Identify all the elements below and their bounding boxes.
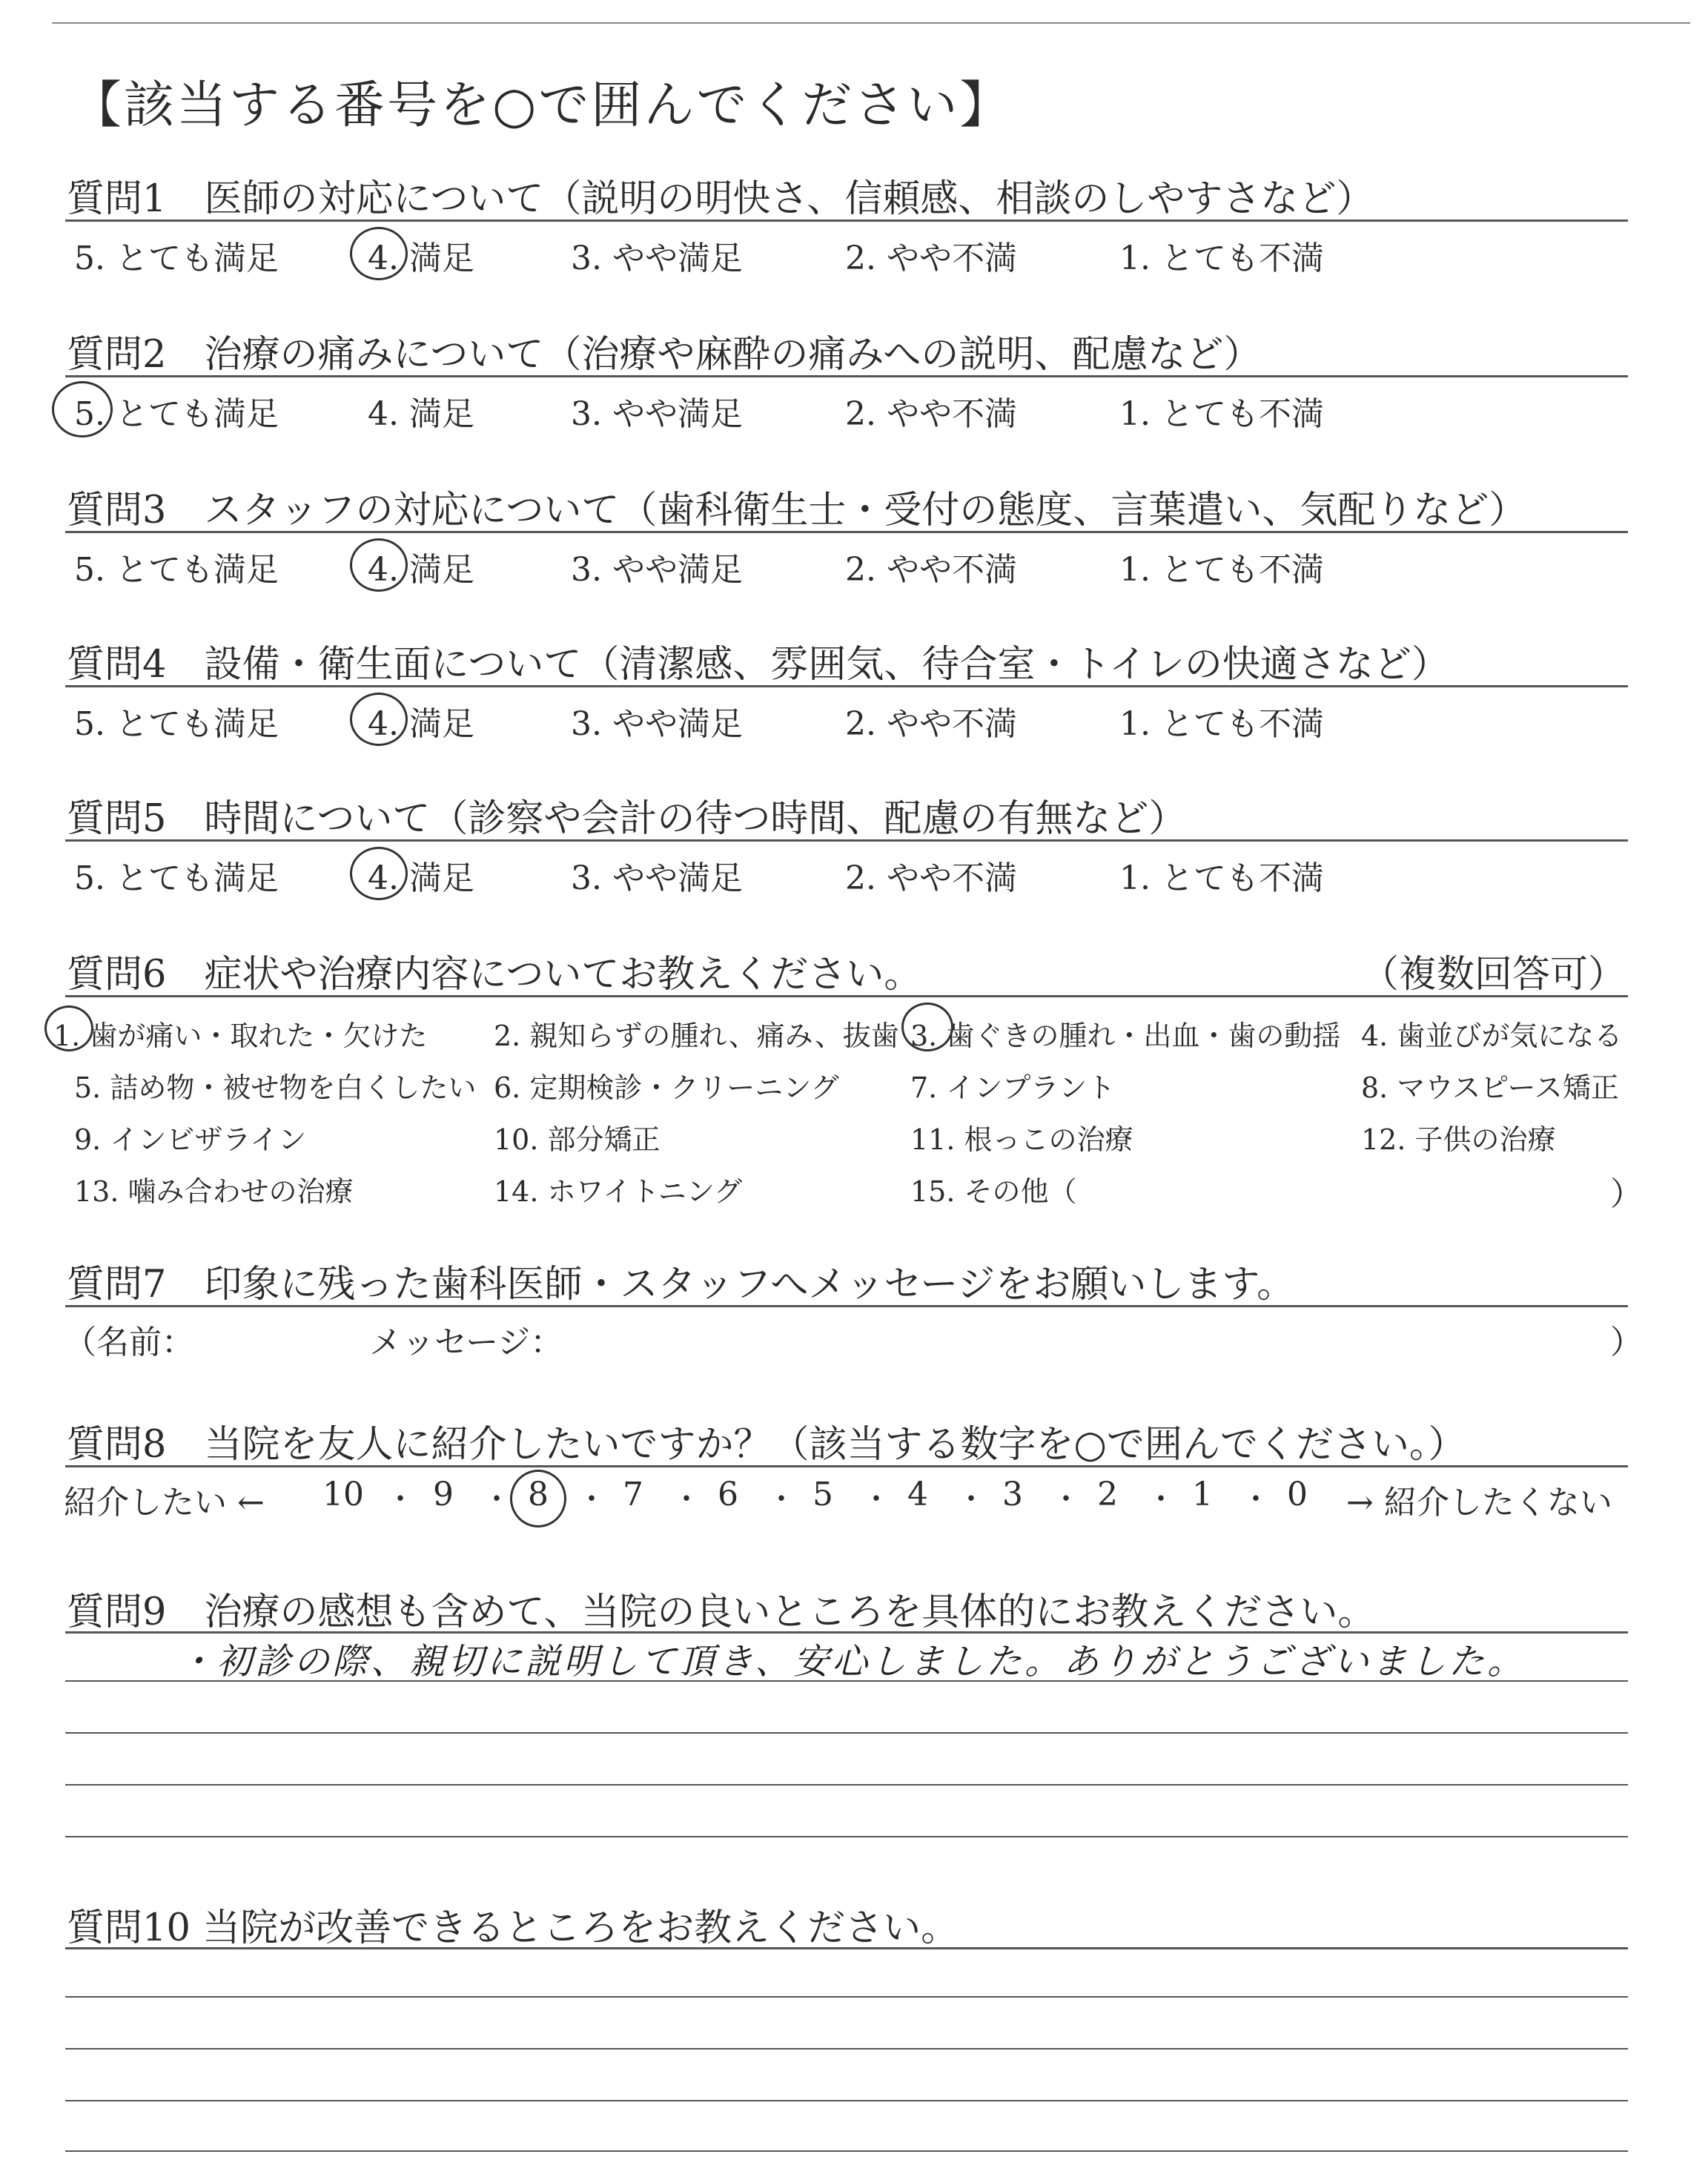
q6-option-6[interactable]: 6. 定期検診・クリーニング <box>494 1071 839 1104</box>
scale-2[interactable]: 2 <box>1097 1476 1118 1513</box>
q6-option-11[interactable]: 11. 根っこの治療 <box>910 1123 1133 1156</box>
question-10-title: 質問10 当院が改善できるところをお教えください。 <box>67 1906 959 1950</box>
q7-close-paren: ） <box>1610 1324 1643 1361</box>
scale-4[interactable]: 4 <box>907 1476 928 1513</box>
q5-option-1[interactable]: 1. とても不満 <box>1119 859 1324 897</box>
q1-option-1[interactable]: 1. とても不満 <box>1119 240 1324 277</box>
q6-option-8[interactable]: 8. マウスピース矯正 <box>1361 1071 1619 1104</box>
scale-separator: ・ <box>861 1482 891 1516</box>
q5-option-4[interactable]: 4. 満足 <box>368 859 474 897</box>
q5-option-2[interactable]: 2. やや不満 <box>845 859 1017 897</box>
q2-option-1[interactable]: 1. とても不満 <box>1119 395 1324 433</box>
q3-option-5[interactable]: 5. とても満足 <box>74 551 279 589</box>
q10-writing-line <box>65 2150 1628 2152</box>
q1-selection-circle <box>350 227 408 280</box>
q5-option-5[interactable]: 5. とても満足 <box>74 859 279 897</box>
q3-option-1[interactable]: 1. とても不満 <box>1119 551 1324 589</box>
q4-option-2[interactable]: 2. やや不満 <box>845 705 1017 743</box>
scale-3[interactable]: 3 <box>1002 1476 1023 1513</box>
scale-separator: ・ <box>577 1482 606 1516</box>
q6-option-4[interactable]: 4. 歯並びが気になる <box>1361 1020 1623 1052</box>
q6-option-10[interactable]: 10. 部分矯正 <box>494 1123 661 1156</box>
question-10-rule <box>65 1947 1628 1949</box>
scale-1[interactable]: 1 <box>1192 1476 1213 1513</box>
question-6-rule <box>65 995 1628 997</box>
scale-8[interactable]: 8 <box>528 1476 549 1513</box>
q4-selection-circle <box>350 693 408 746</box>
scale-0[interactable]: 0 <box>1287 1476 1308 1513</box>
question-2-rule <box>65 375 1628 377</box>
q8-selection-circle <box>510 1470 566 1527</box>
recommend-left-label: 紹介したい ← <box>64 1484 265 1522</box>
scale-separator: ・ <box>767 1482 796 1516</box>
q9-writing-line <box>65 1784 1628 1786</box>
question-4-title: 質問4 設備・衛生面について（清潔感、雰囲気、待合室・トイレの快適さなど） <box>67 643 1449 687</box>
question-3-rule <box>65 531 1628 533</box>
question-6-title: 質問6 症状や治療内容についてお教えください。 <box>67 953 922 997</box>
q6-option-1[interactable]: 1. 歯が痛い・取れた・欠けた <box>53 1020 428 1052</box>
scale-5[interactable]: 5 <box>812 1476 833 1513</box>
q9-writing-line <box>65 1836 1628 1837</box>
q3-option-4[interactable]: 4. 満足 <box>368 551 474 589</box>
question-5-title: 質問5 時間について（診察や会計の待つ時間、配慮の有無など） <box>67 797 1187 841</box>
q6-option-2[interactable]: 2. 親知らずの腫れ、痛み、抜歯 <box>494 1020 899 1052</box>
q6-option-9[interactable]: 9. インビザライン <box>74 1123 307 1156</box>
q6-option-12[interactable]: 12. 子供の治療 <box>1361 1123 1556 1156</box>
q1-option-5[interactable]: 5. とても満足 <box>74 240 279 277</box>
q6-option-15[interactable]: 15. その他（ <box>910 1175 1077 1208</box>
scale-separator: ・ <box>672 1482 701 1516</box>
q6-selection-circle-3 <box>901 1003 953 1051</box>
q6-option-3[interactable]: 3. 歯ぐきの腫れ・出血・歯の動揺 <box>910 1020 1341 1052</box>
q2-option-3[interactable]: 3. やや満足 <box>571 395 743 433</box>
question-8-title: 質問8 当院を友人に紹介したいですか？（該当する数字を○で囲んでください。） <box>67 1423 1466 1467</box>
scale-separator: ・ <box>1146 1482 1176 1516</box>
question-8-rule <box>65 1465 1628 1467</box>
scale-separator: ・ <box>482 1482 512 1516</box>
question-9-title: 質問9 治療の感想も含めて、当院の良いところを具体的にお教えください。 <box>67 1591 1376 1634</box>
scale-separator: ・ <box>956 1482 986 1516</box>
q10-writing-line <box>65 2048 1628 2050</box>
q3-option-3[interactable]: 3. やや満足 <box>571 551 743 589</box>
q3-selection-circle <box>350 538 408 592</box>
q6-other-close-paren: ） <box>1610 1175 1643 1213</box>
page-title: 【該当する番号を○で囲んでください】 <box>71 76 1013 135</box>
multiple-answers-note: （複数回答可） <box>1361 953 1626 997</box>
q2-selection-circle <box>52 381 113 437</box>
scale-10[interactable]: 10 <box>322 1476 364 1513</box>
question-4-rule <box>65 685 1628 687</box>
question-5-rule <box>65 839 1628 842</box>
scale-9[interactable]: 9 <box>433 1476 454 1513</box>
recommend-right-label: → 紹介したくない <box>1346 1484 1612 1522</box>
scale-7[interactable]: 7 <box>623 1476 643 1513</box>
q7-message-label: メッセージ： <box>369 1324 563 1361</box>
scale-6[interactable]: 6 <box>718 1476 738 1513</box>
q1-option-2[interactable]: 2. やや不満 <box>845 240 1017 277</box>
q6-option-5[interactable]: 5. 詰め物・被せ物を白くしたい <box>74 1071 477 1104</box>
question-7-rule <box>65 1305 1628 1307</box>
question-1-rule <box>65 219 1628 222</box>
question-1-title: 質問1 医師の対応について（説明の明快さ、信頼感、相談のしやすさなど） <box>67 177 1374 221</box>
question-7-title: 質問7 印象に残った歯科医師・スタッフへメッセージをお願いします。 <box>67 1263 1295 1307</box>
q4-option-1[interactable]: 1. とても不満 <box>1119 705 1324 743</box>
q6-option-14[interactable]: 14. ホワイトニング <box>494 1175 743 1208</box>
top-border <box>52 22 1690 24</box>
scale-separator: ・ <box>385 1482 415 1516</box>
q4-option-5[interactable]: 5. とても満足 <box>74 705 279 743</box>
q3-option-2[interactable]: 2. やや不満 <box>845 551 1017 589</box>
q6-selection-circle-1 <box>44 1005 93 1051</box>
q5-selection-circle <box>350 847 408 900</box>
question-3-title: 質問3 スタッフの対応について（歯科衛生士・受付の態度、言葉遣い、気配りなど） <box>67 489 1527 532</box>
q6-option-7[interactable]: 7. インプラント <box>910 1071 1116 1104</box>
q4-option-4[interactable]: 4. 満足 <box>368 705 474 743</box>
q2-option-4[interactable]: 4. 満足 <box>368 395 474 433</box>
q9-writing-line <box>65 1732 1628 1734</box>
question-2-title: 質問2 治療の痛みについて（治療や麻酔の痛みへの説明、配慮など） <box>67 333 1262 377</box>
q10-writing-line <box>65 2100 1628 2101</box>
q1-option-3[interactable]: 3. やや満足 <box>571 240 743 277</box>
scale-separator: ・ <box>1241 1482 1271 1516</box>
q4-option-3[interactable]: 3. やや満足 <box>571 705 743 743</box>
q10-writing-line <box>65 1996 1628 1998</box>
q1-option-4[interactable]: 4. 満足 <box>368 240 474 277</box>
q6-option-13[interactable]: 13. 噛み合わせの治療 <box>74 1175 354 1208</box>
q5-option-3[interactable]: 3. やや満足 <box>571 859 743 897</box>
q9-writing-line <box>65 1680 1628 1682</box>
q2-option-5[interactable]: 5. とても満足 <box>74 395 279 433</box>
q9-handwritten-answer: ・初診の際、親切に説明して頂き、安心しました。ありがとうございました。 <box>178 1641 1526 1682</box>
q7-name-label: （名前： <box>64 1324 194 1361</box>
q2-option-2[interactable]: 2. やや不満 <box>845 395 1017 433</box>
scale-separator: ・ <box>1051 1482 1081 1516</box>
